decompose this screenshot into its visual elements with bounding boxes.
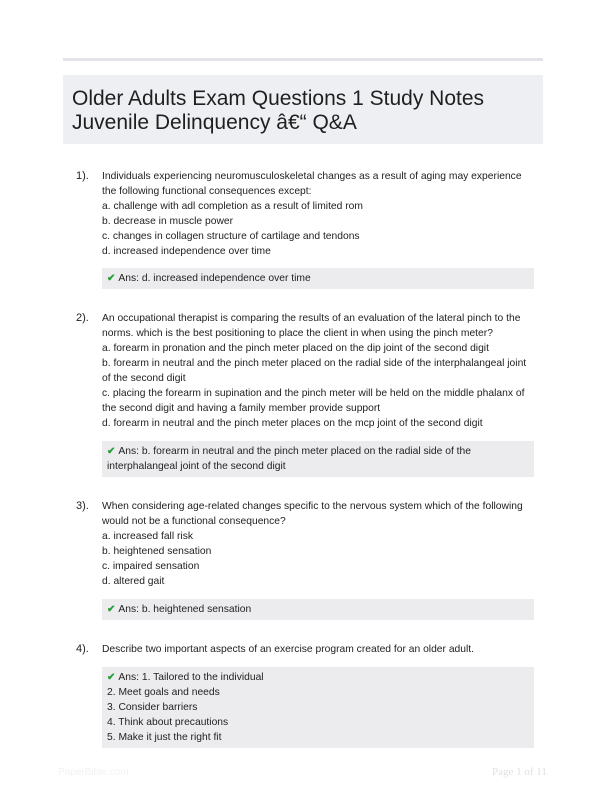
check-icon: ✔ bbox=[107, 446, 116, 457]
watermark: PaperBible.com bbox=[58, 767, 129, 778]
answer-line: 3. Consider barriers bbox=[107, 702, 198, 713]
question-number: 2). bbox=[76, 312, 89, 324]
option-c: c. impaired sensation bbox=[102, 561, 200, 572]
option-c: c. placing the forearm in supination and the pinch meter will be held on the middle phalanx of the second digit and having a family member provide support bbox=[102, 388, 525, 414]
question-text bbox=[102, 499, 534, 589]
option-d: d. forearm in neutral and the pinch meter places on the mcp joint of the second digit bbox=[102, 418, 483, 429]
answer-box bbox=[102, 441, 534, 477]
option-d: d. increased independence over time bbox=[102, 246, 271, 257]
answer-box bbox=[102, 667, 534, 748]
option-b: b. forearm in neutral and the pinch meter placed on the radial side of the interphalangeal joint of the second digit bbox=[102, 358, 527, 384]
option-d: d. altered gait bbox=[102, 576, 165, 587]
question-stem: An occupational therapist is comparing the results of an evaluation of the lateral pinch to the norms. which is the best positioning to place the client in when using the pinch meter? bbox=[102, 313, 521, 339]
check-icon: ✔ bbox=[107, 604, 116, 615]
top-divider bbox=[63, 58, 543, 61]
option-b: b. heightened sensation bbox=[102, 546, 212, 557]
question-number: 4). bbox=[76, 643, 89, 655]
question-text bbox=[102, 311, 534, 431]
check-icon: ✔ bbox=[107, 672, 116, 683]
check-icon: ✔ bbox=[107, 273, 116, 284]
option-a: a. forearm in pronation and the pinch meter placed on the dip joint of the second digit bbox=[102, 343, 489, 354]
answer-line: 5. Make it just the right fit bbox=[107, 732, 222, 743]
question-number: 3). bbox=[76, 500, 89, 512]
answer-text: Ans: b. heightened sensation bbox=[118, 604, 252, 615]
question-text bbox=[102, 642, 534, 657]
answer-text: Ans: b. forearm in neutral and the pinch meter placed on the radial side of the interphalangeal joint of the second digit bbox=[107, 446, 471, 472]
answer-line: 4. Think about precautions bbox=[107, 717, 229, 728]
option-a: a. increased fall risk bbox=[102, 531, 193, 542]
question-stem: Describe two important aspects of an exercise program created for an older adult. bbox=[102, 644, 475, 655]
option-a: a. challenge with adl completion as a result of limited rom bbox=[102, 201, 363, 212]
answer-text: Ans: d. increased independence over time bbox=[118, 273, 311, 284]
question-number: 1). bbox=[76, 170, 89, 182]
option-c: c. changes in collagen structure of cartilage and tendons bbox=[102, 231, 360, 242]
option-b: b. decrease in muscle power bbox=[102, 216, 234, 227]
page-indicator: Page 1 of 11 bbox=[492, 766, 547, 778]
document-title: Older Adults Exam Questions 1 Study Notes Juvenile Delinquency â€“ Q&A bbox=[72, 87, 485, 134]
question-stem: When considering age-related changes specific to the nervous system which of the following would not be a functional consequence? bbox=[102, 501, 523, 527]
title-banner bbox=[63, 75, 543, 144]
question-stem: Individuals experiencing neuromusculoskeletal changes as a result of aging may experience the following functional consequences except: bbox=[102, 171, 522, 197]
answer-line: 2. Meet goals and needs bbox=[107, 687, 220, 698]
answer-box bbox=[102, 599, 534, 620]
answer-line: Ans: 1. Tailored to the individual bbox=[118, 672, 264, 683]
question-text bbox=[102, 169, 534, 259]
answer-box bbox=[102, 268, 534, 289]
